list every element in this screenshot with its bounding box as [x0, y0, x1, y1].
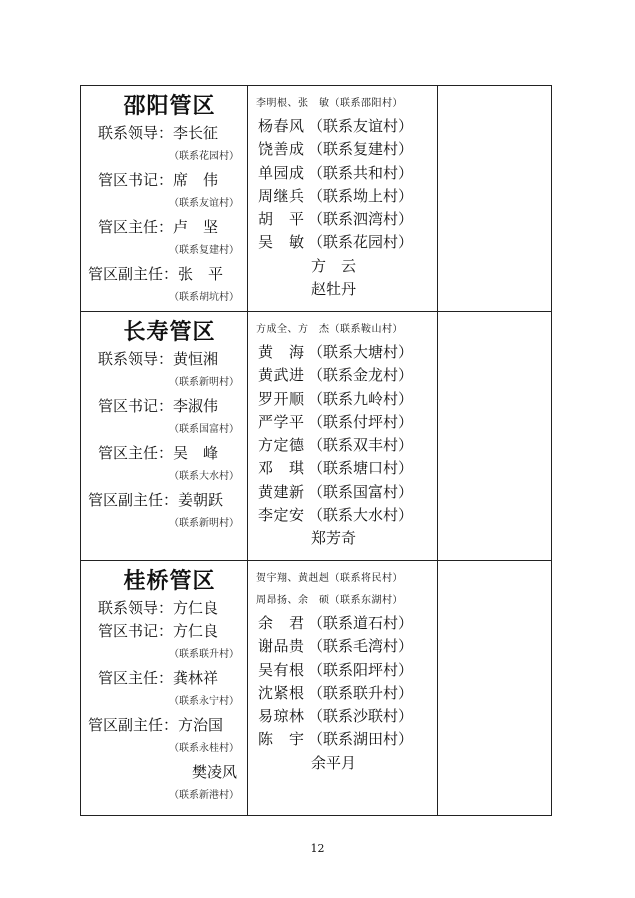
deputy-extra-name: 樊凌风: [191, 763, 237, 781]
member-line: [256, 364, 433, 387]
director-line: [88, 216, 243, 239]
director-line: [88, 667, 243, 690]
member-line: [256, 388, 433, 411]
member-name: 易琼林: [258, 707, 305, 726]
member-name: 陈 宇: [258, 730, 305, 749]
district-title: 桂桥管区: [123, 569, 216, 594]
member-name: 黄建新: [258, 482, 305, 501]
secretary-label: 管区书记：: [98, 622, 174, 640]
member-line: [256, 682, 433, 705]
member-line: [256, 705, 433, 728]
member-line: [256, 341, 433, 364]
member-note: （联系毛湾村）: [308, 637, 414, 656]
district-title: 长寿管区: [123, 320, 216, 345]
page-number: 12: [310, 842, 325, 855]
member-name: 李定安: [258, 506, 305, 525]
member-name: 余 君: [258, 614, 305, 632]
secretary-note: （联系联升村）: [169, 649, 239, 660]
member-name: 黄 海: [258, 343, 305, 361]
member-note: （联系大水村）: [308, 506, 414, 525]
secretary-name: 方仁良: [173, 622, 219, 640]
member-name: 杨春风: [258, 117, 305, 135]
district-members-cell: [248, 312, 438, 561]
member-name: 饶善成: [258, 140, 305, 159]
secretary-note: （联系友谊村）: [169, 198, 239, 209]
member-note: （联系道石村）: [308, 614, 414, 632]
district-row-shaoyang: [81, 86, 552, 312]
deputy-extra-note: （联系新港村）: [169, 790, 239, 801]
leader-name: 黄恒湘: [173, 350, 219, 368]
member-line: [256, 231, 433, 254]
member-extra-name: 方 云: [310, 256, 356, 275]
deputy-line: [88, 489, 243, 512]
member-line: [256, 612, 433, 635]
member-line: [256, 728, 433, 751]
member-extra-name: 郑芳奇: [310, 529, 356, 548]
member-line: [256, 434, 433, 457]
director-name: 吴 峰: [173, 444, 219, 462]
deputy-name: 姜朝跃: [178, 491, 224, 509]
member-pair-line: 李明根、张 敏（联系邵阳村）: [256, 98, 403, 109]
member-note: （联系阳坪村）: [308, 660, 414, 679]
member-line: [256, 457, 433, 480]
leader-note: （联系花园村）: [169, 151, 239, 162]
director-label: 管区主任：: [98, 669, 174, 687]
district-leaders-cell: [81, 561, 248, 816]
member-name: 吴有根: [258, 660, 305, 679]
secretary-name: 席 伟: [173, 171, 219, 189]
member-note: （联系金龙村）: [308, 366, 414, 385]
member-name: 黄武进: [258, 366, 305, 385]
member-note: （联系大塘村）: [308, 343, 414, 361]
member-note: （联系友谊村）: [308, 117, 414, 135]
district-members-cell: [248, 86, 438, 312]
leader-name: 方仁良: [173, 599, 219, 617]
member-extra-name: 余平月: [310, 753, 356, 772]
member-line: [256, 635, 433, 658]
deputy-note: （联系胡坑村）: [169, 292, 239, 303]
member-name: 谢品贵: [258, 637, 305, 656]
secretary-name: 李淑伟: [173, 397, 219, 415]
member-name: 邓 琪: [258, 459, 305, 478]
district-leaders-cell: [81, 312, 248, 561]
deputy-note: （联系永桂村）: [169, 743, 239, 754]
member-note: （联系花园村）: [308, 233, 414, 252]
member-note: （联系复建村）: [308, 140, 414, 159]
member-line: [256, 185, 433, 208]
director-label: 管区主任：: [98, 218, 174, 236]
director-name: 卢 坚: [173, 218, 219, 236]
member-note: （联系联升村）: [308, 683, 414, 702]
member-name: 吴 敏: [258, 233, 305, 252]
member-line: [256, 208, 433, 231]
member-note: （联系塘口村）: [308, 459, 414, 478]
member-name: 单园成: [258, 163, 305, 182]
leader-note: （联系新明村）: [169, 377, 239, 388]
remarks-cell: [438, 561, 552, 816]
member-note: （联系国富村）: [308, 482, 414, 501]
deputy-line: [88, 263, 243, 286]
member-name: 沈紧根: [258, 683, 305, 702]
member-pair-line: 方成全、方 杰（联系鞍山村）: [256, 324, 403, 335]
director-name: 龚林祥: [173, 669, 219, 687]
roster-table: [80, 85, 552, 816]
deputy-name: 方治国: [178, 716, 224, 734]
member-line: [256, 659, 433, 682]
secretary-note: （联系国富村）: [169, 424, 239, 435]
leader-name: 李长征: [173, 124, 219, 142]
director-note: （联系大水村）: [169, 471, 239, 482]
member-pair-line: 周昂扬、余 硕（联系东湖村）: [256, 595, 403, 606]
secretary-label: 管区书记：: [98, 397, 174, 415]
member-name: 胡 平: [258, 210, 305, 229]
member-line: [256, 504, 433, 527]
secretary-line: [88, 620, 243, 643]
leader-label: 联系领导：: [98, 599, 174, 617]
director-label: 管区主任：: [98, 444, 174, 462]
remarks-cell: [438, 312, 552, 561]
member-name: 罗开顺: [258, 389, 305, 408]
member-pair-line: 贺宇翔、黄赳赳（联系将民村）: [256, 573, 403, 584]
member-name: 周继兵: [258, 186, 305, 205]
district-leaders-cell: [81, 86, 248, 312]
member-line: [256, 481, 433, 504]
member-note: （联系泗湾村）: [308, 210, 414, 229]
leader-label: 联系领导：: [98, 350, 174, 368]
director-note: （联系复建村）: [169, 245, 239, 256]
member-name: 方定德: [258, 436, 305, 455]
deputy-label: 管区副主任：: [88, 716, 179, 734]
member-line: [256, 138, 433, 161]
deputy-label: 管区副主任：: [88, 265, 179, 283]
leader-line: [88, 597, 243, 620]
member-note: （联系坳上村）: [308, 186, 414, 205]
leader-line: [88, 348, 243, 371]
district-members-cell: [248, 561, 438, 816]
district-row-changshou: [81, 312, 552, 561]
deputy-line: [88, 714, 243, 737]
member-line: [256, 162, 433, 185]
secretary-line: [88, 395, 243, 418]
member-extra-name: 赵牡丹: [310, 280, 356, 299]
district-title: 邵阳管区: [123, 94, 216, 119]
member-line: [256, 411, 433, 434]
member-note: （联系付坪村）: [308, 412, 414, 431]
member-note: （联系双丰村）: [308, 436, 414, 455]
leader-label: 联系领导：: [98, 124, 174, 142]
leader-line: [88, 122, 243, 145]
district-row-guiqiao: [81, 561, 552, 816]
director-note: （联系永宁村）: [169, 696, 239, 707]
secretary-label: 管区书记：: [98, 171, 174, 189]
deputy-label: 管区副主任：: [88, 491, 179, 509]
remarks-cell: [438, 86, 552, 312]
member-note: （联系共和村）: [308, 163, 414, 182]
director-line: [88, 442, 243, 465]
member-note: （联系九岭村）: [308, 389, 414, 408]
deputy-name: 张 平: [178, 265, 224, 283]
member-name: 严学平: [258, 412, 305, 431]
secretary-line: [88, 169, 243, 192]
deputy-note: （联系新明村）: [169, 518, 239, 529]
member-note: （联系沙联村）: [308, 707, 414, 726]
member-note: （联系湖田村）: [308, 730, 414, 749]
member-line: [256, 115, 433, 138]
